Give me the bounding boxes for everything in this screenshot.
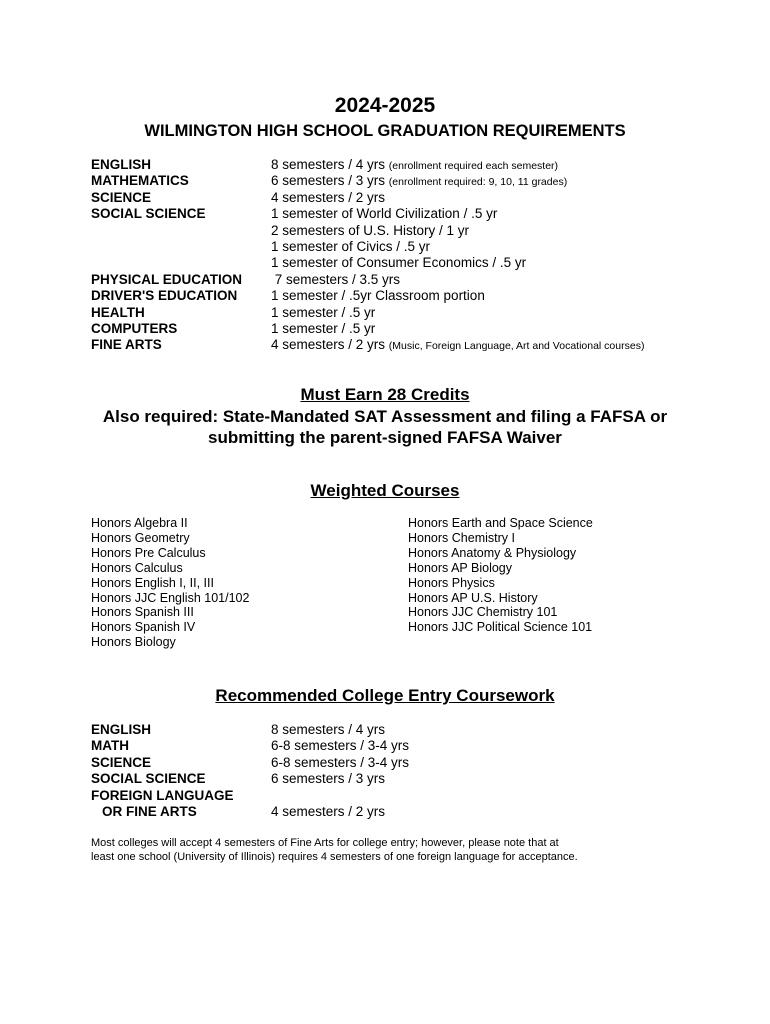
weighted-courses-heading: Weighted Courses [310, 481, 460, 500]
requirement-row [91, 190, 731, 206]
requirement-row [91, 173, 731, 189]
credits-notice [0, 384, 770, 449]
requirement-row [91, 255, 731, 271]
requirement-subject [91, 255, 271, 271]
recommended-row [91, 788, 731, 804]
recommended-row [91, 722, 731, 738]
recommended-subject: OR FINE ARTS [102, 803, 197, 819]
list-item: Honors JJC Chemistry 101 [408, 605, 558, 620]
list-item: Honors Physics [408, 575, 495, 590]
graduation-requirements-table [91, 157, 731, 354]
requirement-value: 4 semesters / 2 yrs (Music, Foreign Language, Art and Vocational courses) [271, 337, 645, 353]
requirement-row [91, 337, 731, 353]
recommended-value: 6-8 semesters / 3-4 yrs [271, 754, 410, 770]
weighted-courses-right-column [408, 516, 593, 635]
requirement-value: 2 semesters of U.S. History / 1 yr [271, 222, 470, 238]
list-item: Honors AP Biology [408, 560, 512, 575]
list-item: Honors Spanish III [91, 605, 194, 620]
requirement-note: (enrollment required each semester) [388, 160, 559, 172]
recommended-row [91, 804, 731, 820]
recommended-subject: MATH [91, 738, 129, 754]
recommended-subject: FOREIGN LANGUAGE [91, 787, 234, 803]
requirement-subject: MATHEMATICS [91, 173, 189, 189]
requirement-subject: SOCIAL SCIENCE [91, 206, 206, 222]
school-year: 2024-2025 [334, 94, 436, 117]
requirement-subject [91, 223, 271, 239]
requirement-value: 1 semester of World Civilization / .5 yr [271, 206, 498, 222]
list-item: Honors Chemistry I [408, 530, 515, 545]
credits-line-1: Also required: State-Mandated SAT Assessment and filing a FAFSA or [102, 406, 668, 426]
requirement-subject: HEALTH [91, 304, 145, 320]
requirement-value: 8 semesters / 4 yrs (enrollment required each semester) [271, 157, 559, 172]
requirement-row [91, 321, 731, 337]
requirement-subject: FINE ARTS [91, 337, 162, 353]
requirement-subject: DRIVER'S EDUCATION [91, 288, 238, 304]
requirement-value: 1 semester / .5yr Classroom portion [271, 288, 485, 304]
recommended-value: 6 semesters / 3 yrs [271, 771, 386, 787]
footnote: Most colleges will accept 4 semesters of Fine Arts for college entry; however, please note that at least one school (University of Illinois) requires 4 semesters of one foreign language for acceptance. [91, 837, 578, 864]
requirement-value: 1 semester of Civics / .5 yr [271, 238, 431, 254]
recommended-value: 4 semesters / 2 yrs [271, 803, 386, 819]
credits-heading: Must Earn 28 Credits [300, 385, 470, 404]
list-item: Honors Algebra II [91, 516, 188, 530]
list-item: Honors English I, II, III [91, 575, 214, 590]
recommended-value: 6-8 semesters / 3-4 yrs [271, 738, 410, 754]
requirement-row [91, 272, 731, 288]
recommended-coursework-table [91, 722, 731, 820]
requirement-note: (enrollment required: 9, 10, 11 grades) [388, 176, 568, 189]
list-item: Honors Geometry [91, 530, 190, 545]
list-item: Honors Biology [91, 635, 176, 650]
requirement-value: 6 semesters / 3 yrs (enrollment required: 9, 10, 11 grades) [271, 173, 568, 189]
requirement-value: 1 semester / .5 yr [271, 304, 376, 320]
requirement-subject [91, 239, 271, 255]
requirement-value: 4 semesters / 2 yrs [271, 189, 386, 205]
list-item: Honors AP U.S. History [408, 590, 538, 605]
requirement-subject: ENGLISH [91, 157, 152, 172]
recommended-row [91, 771, 731, 787]
list-item: Honors JJC English 101/102 [91, 590, 250, 605]
recommended-subject: SOCIAL SCIENCE [91, 771, 206, 787]
requirement-subject: SCIENCE [91, 189, 152, 205]
requirement-subject: COMPUTERS [91, 320, 178, 336]
requirement-row [91, 239, 731, 255]
list-item: Honors Spanish IV [91, 620, 196, 635]
list-item: Honors Calculus [91, 560, 183, 575]
requirement-row [91, 288, 731, 304]
requirement-row [91, 223, 731, 239]
recommended-subject: SCIENCE [91, 754, 152, 770]
recommended-coursework-heading: Recommended College Entry Coursework [215, 686, 555, 705]
list-item: Honors Earth and Space Science [408, 516, 593, 530]
requirement-value: 1 semester / .5 yr [271, 320, 376, 336]
requirement-row [91, 206, 731, 222]
requirement-value: 7 semesters / 3.5 yrs [271, 271, 401, 287]
requirement-value: 1 semester of Consumer Economics / .5 yr [271, 255, 527, 271]
requirement-subject: PHYSICAL EDUCATION [91, 271, 243, 287]
requirement-row [91, 157, 731, 173]
weighted-courses-left-column [91, 516, 249, 650]
requirement-note: (Music, Foreign Language, Art and Vocational courses) [388, 340, 645, 353]
recommended-value: 8 semesters / 4 yrs [271, 722, 386, 737]
list-item: Honors Pre Calculus [91, 545, 206, 560]
recommended-row [91, 755, 731, 771]
list-item: Honors Anatomy & Physiology [408, 545, 577, 560]
recommended-row [91, 738, 731, 754]
list-item: Honors JJC Political Science 101 [408, 620, 593, 635]
recommended-subject: ENGLISH [91, 722, 152, 737]
page-title: WILMINGTON HIGH SCHOOL GRADUATION REQUIREMENTS [144, 122, 626, 140]
credits-line-2: submitting the parent-signed FAFSA Waiver [208, 428, 562, 447]
requirement-row [91, 305, 731, 321]
